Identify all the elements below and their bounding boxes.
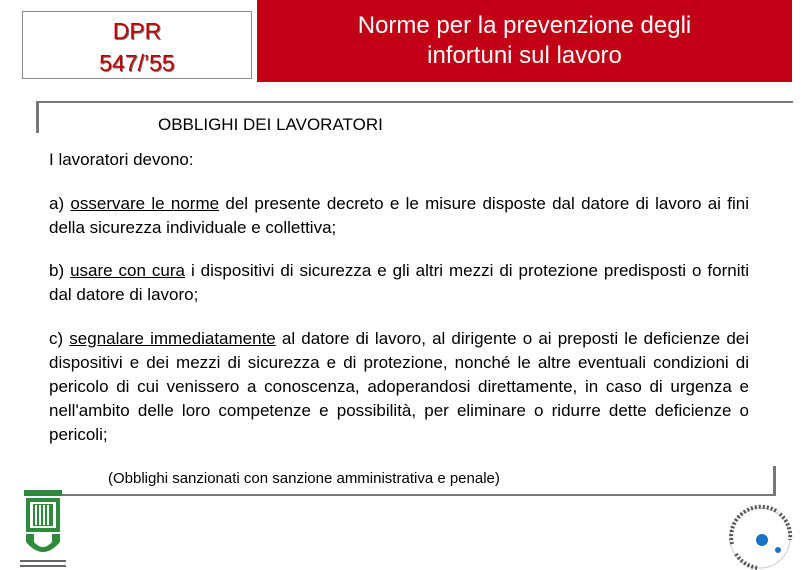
item-text: i dispositivi di sicurezza e gli altri mezzi di protezione predisposti o forniti dal datore di lavoro; xyxy=(49,261,750,304)
top-divider-tick xyxy=(36,101,39,133)
item-emphasis: osservare le norme xyxy=(70,194,220,213)
section-heading: OBBLIGHI DEI LAVORATORI xyxy=(158,115,383,134)
item-emphasis: usare con cura xyxy=(70,261,185,280)
obligation-item-a xyxy=(49,192,749,240)
sanction-note: (Obblighi sanzionati con sanzione amministrativa e penale) xyxy=(108,470,500,487)
intro-text: I lavoratori devono: xyxy=(49,150,194,169)
title-banner xyxy=(257,0,792,82)
banner-title-line-1: Norme per la prevenzione degli xyxy=(357,12,692,39)
item-emphasis: segnalare immediatamente xyxy=(69,329,276,348)
bottom-divider-tick xyxy=(773,466,776,496)
obligation-item-c xyxy=(49,327,749,447)
banner-title-line-2: infortuni sul lavoro xyxy=(427,42,622,69)
top-divider xyxy=(36,101,793,103)
obligation-item-b xyxy=(49,259,749,307)
item-text: al datore di lavoro, al dirigente o ai preposti le deficienze dei dispositivi e dei mezzi di sicurezza e di protezione, nonché le altre eventuali condizioni di pericolo di cui venissero a conoscenza, adoperandosi direttamente, in caso di urgenza e nell'ambito delle loro competenze e possibilità, per eliminare o ridurre dette deficienze o pericoli; xyxy=(49,329,750,444)
item-prefix: c) xyxy=(49,329,70,348)
university-logo xyxy=(18,488,68,570)
bottom-divider xyxy=(40,494,775,496)
item-prefix: b) xyxy=(49,261,71,280)
badge-line-2: 547/’55 xyxy=(99,50,175,76)
badge-line-1: DPR xyxy=(112,18,162,44)
item-text: del presente decreto e le misure disposte dal datore di lavoro ai fini della sicurezza individuale e collettiva; xyxy=(49,194,749,237)
item-prefix: a) xyxy=(49,194,71,213)
institute-seal-logo xyxy=(718,498,800,570)
dpr-badge xyxy=(22,11,252,79)
